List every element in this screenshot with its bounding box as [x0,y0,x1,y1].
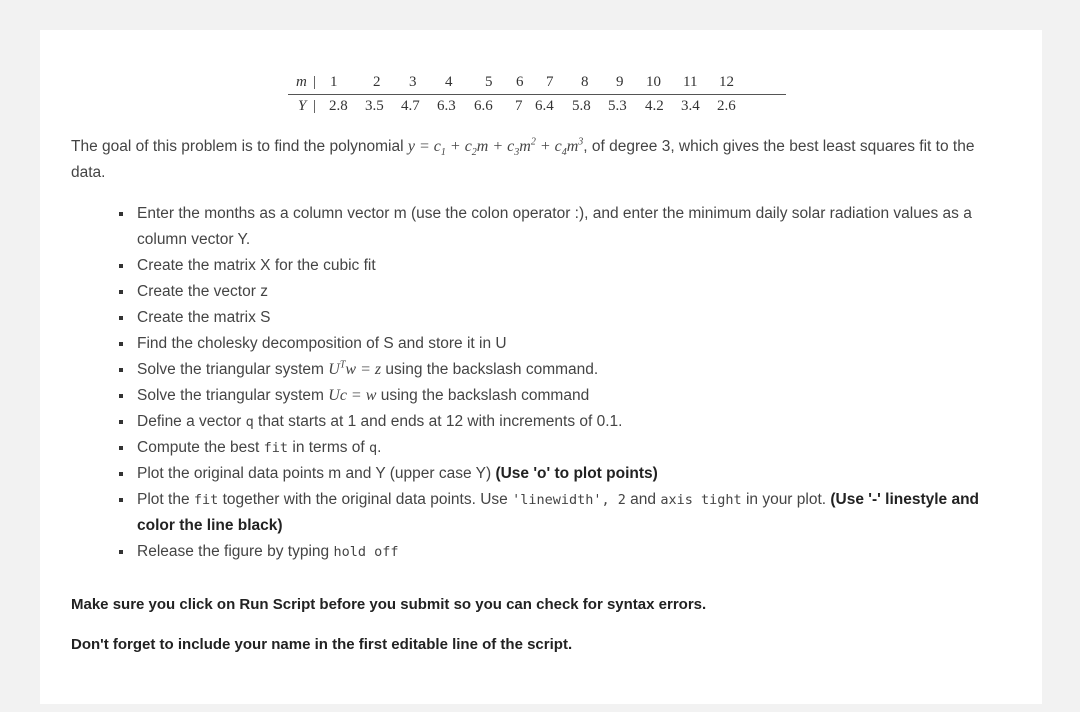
item-text: in terms of [288,439,370,456]
eq-sup: 2 [530,136,536,148]
y-12: 2.6 [717,98,736,114]
code-text: q [369,440,378,456]
eq-part: m [566,138,579,155]
instruction-list [115,201,1015,565]
eq-part: + c [535,138,562,155]
list-item [115,435,1015,461]
math-expr: Uc = w [328,387,377,404]
eq-part: + c [445,138,472,155]
eq-sub: 1 [440,147,446,159]
m-1: 1 [330,74,338,90]
y-10: 4.2 [645,98,664,114]
bold-text: (Use 'o' to plot points) [495,465,658,482]
code-text: q [245,414,254,430]
list-item [115,487,1015,539]
item-text: Create the vector z [137,283,268,300]
math-sup: T [339,359,346,371]
polynomial-equation [407,136,584,159]
eq-part: y = c [407,138,441,155]
list-item [115,539,1015,565]
item-text: that starts at 1 and ends at 12 with increments of 0.1. [253,413,623,430]
y-3: 4.7 [401,98,420,114]
eq-part: m + c [476,138,515,155]
code-text: axis tight [660,492,742,508]
separator: | [313,74,317,90]
code-text: 'linewidth', 2 [512,492,626,508]
item-text: Create the matrix X for the cubic fit [137,257,376,274]
m-3: 3 [409,74,417,90]
item-text: using the backslash command. [381,361,599,378]
y-6: 7 [515,98,523,114]
item-text: Plot the original data points m and Y (upper case Y) [137,465,496,482]
y-7: 6.4 [535,98,554,114]
eq-sub: 3 [514,147,520,159]
separator: | [313,98,317,114]
m-7: 7 [546,74,554,90]
item-text: in your plot. [741,491,831,508]
code-text: fit [263,440,289,456]
m-9: 9 [616,74,624,90]
problem-card [40,30,1042,704]
item-text: Find the cholesky decomposition of S and store it in U [137,335,507,352]
math-part: w = z [345,361,382,378]
item-text: and [625,491,661,508]
item-text: Solve the triangular system [137,361,329,378]
y-9: 5.3 [608,98,627,114]
eq-sub: 4 [561,147,567,159]
item-text: Plot the [137,491,194,508]
list-item [115,357,1015,383]
item-text: . [377,439,382,456]
intro-paragraph [71,134,1001,186]
item-text: Solve the triangular system [137,387,329,404]
row-label-y: Y [298,98,307,114]
y-11: 3.4 [681,98,700,114]
m-8: 8 [581,74,589,90]
eq-sup: 3 [578,136,584,148]
item-text: Enter the months as a column vector m (use the colon operator :), and enter the minimum daily solar radiation values as a column vector Y. [137,205,972,248]
bold-text: (Use '-' linestyle and color the line black) [137,491,980,534]
intro-text: The goal of this problem is to find the polynomial [71,138,408,155]
item-text: using the backslash command [376,387,590,404]
row-label-m: m [296,74,307,90]
item-text: Release the figure by typing [137,543,334,560]
y-1: 2.8 [329,98,348,114]
item-text: Create the matrix S [137,309,271,326]
math-expr [328,361,381,378]
m-11: 11 [683,74,698,90]
m-5: 5 [485,74,493,90]
y-5: 6.6 [474,98,493,114]
y-8: 5.8 [572,98,591,114]
list-item [115,253,1015,279]
eq-part: m [519,138,531,155]
list-item [115,305,1015,331]
note-include-name: Don't forget to include your name in the first editable line of the script. [71,636,573,653]
list-item [115,383,1015,409]
code-text: hold off [333,544,399,560]
intro-text-end: , of degree 3, which gives the best least squares fit to the data. [71,138,975,181]
list-item [115,461,1015,487]
list-item [115,331,1015,357]
item-text: Compute the best [137,439,264,456]
list-item [115,279,1015,305]
y-2: 3.5 [365,98,384,114]
m-12: 12 [719,74,734,90]
m-10: 10 [646,74,661,90]
item-text: Define a vector [137,413,246,430]
list-item [115,409,1015,435]
m-4: 4 [445,74,453,90]
list-item [115,201,1015,253]
m-2: 2 [373,74,381,90]
y-4: 6.3 [437,98,456,114]
eq-sub: 2 [471,147,477,159]
m-6: 6 [516,74,524,90]
item-text: together with the original data points. Use [218,491,513,508]
code-text: fit [193,492,219,508]
math-part: U [328,361,340,378]
note-run-script: Make sure you click on Run Script before you submit so you can check for syntax errors. [71,596,707,613]
